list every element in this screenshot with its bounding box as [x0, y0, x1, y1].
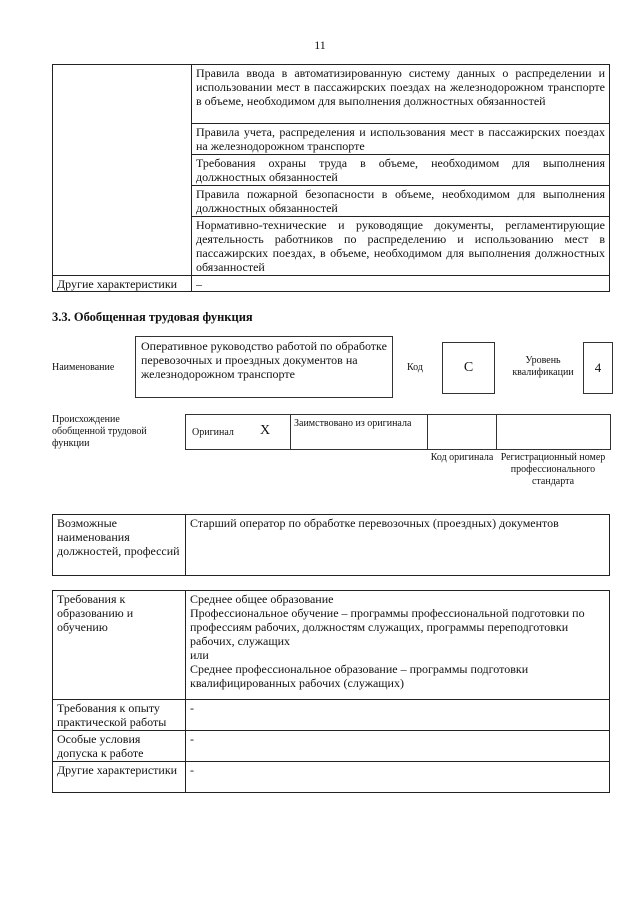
table-row: [53, 591, 610, 700]
education-value: [186, 591, 610, 700]
knowledge-item: Правила учета, распределения и использования мест в пассажирских поездах на железнодорожном транспорте: [192, 124, 610, 155]
borrowed-label: Заимствовано из оригинала: [294, 418, 412, 429]
table-row: [53, 762, 610, 793]
level-label: Уровень квалификации: [512, 355, 574, 378]
divider: [427, 414, 428, 450]
experience-value: -: [186, 700, 610, 731]
other-characteristics-label: Другие характеристики: [53, 276, 192, 292]
original-label: Оригинал: [192, 427, 234, 438]
education-line: или: [190, 648, 209, 662]
special-conditions-label: Особые условия допуска к работе: [53, 731, 186, 762]
table-row: [53, 700, 610, 731]
section-title: 3.3. Обобщенная трудовая функция: [52, 310, 253, 324]
divider: [185, 414, 186, 450]
knowledge-table: [52, 64, 610, 292]
divider: [290, 414, 291, 450]
other-characteristics-label: Другие характеристики: [53, 762, 186, 793]
education-line: Среднее общее образование: [190, 592, 334, 606]
page-number: 11: [314, 38, 326, 52]
original-mark: X: [260, 423, 271, 438]
origin-label: Происхождение обобщенной трудовой функции: [52, 414, 147, 449]
divider: [496, 414, 497, 450]
code-box: C: [442, 342, 495, 394]
code-label: Код: [407, 362, 423, 373]
other-characteristics-value: –: [192, 276, 610, 292]
positions-label: Возможные наименования должностей, профессий: [53, 515, 186, 576]
knowledge-item: Требования охраны труда в объеме, необходимом для выполнения должностных обязанностей: [192, 155, 610, 186]
experience-label: Требования к опыту практической работы: [53, 700, 186, 731]
level-box: 4: [583, 342, 613, 394]
caption-reg-number: Регистрационный номер профессионального стандарта: [500, 452, 606, 487]
education-line: Профессиональное обучение – программы профессиональной подготовки по профессиям рабочих, должностям служащих, программы переподготовки рабочих, служащих: [190, 606, 585, 648]
positions-table: [52, 514, 610, 576]
table-row: [53, 65, 610, 124]
table-row: [53, 515, 610, 576]
education-line: Среднее профессиональное образование – программы подготовки квалифицированных рабочих (служащих): [190, 662, 529, 690]
special-conditions-value: -: [186, 731, 610, 762]
requirements-table: [52, 590, 610, 793]
knowledge-item: Нормативно-технические и руководящие документы, регламентирующие деятельность работников по распределению и использованию мест в пассажирских поездах, в объеме, необходимом для выполнения должностных обязанностей: [192, 217, 610, 276]
education-label: Требования к образованию и обучению: [53, 591, 186, 700]
other-characteristics-value: -: [186, 762, 610, 793]
table-row: [53, 276, 610, 292]
knowledge-item: Правила ввода в автоматизированную систему данных о распределении и использовании мест в пассажирских поездах на железнодорожном транспорте в объеме, необходимом для выполнения должностных обязанностей: [192, 65, 610, 124]
name-label: Наименование: [52, 362, 115, 373]
table-row: [53, 731, 610, 762]
knowledge-label-cell: [53, 65, 192, 276]
knowledge-item: Правила пожарной безопасности в объеме, необходимом для выполнения должностных обязанностей: [192, 186, 610, 217]
positions-value: Старший оператор по обработке перевозочных (проездных) документов: [186, 515, 610, 576]
caption-code-original: Код оригинала: [430, 452, 494, 463]
function-name-box: Оперативное руководство работой по обработке перевозочных и проездных документов на железнодорожном транспорте: [135, 336, 393, 398]
divider: [610, 414, 611, 450]
